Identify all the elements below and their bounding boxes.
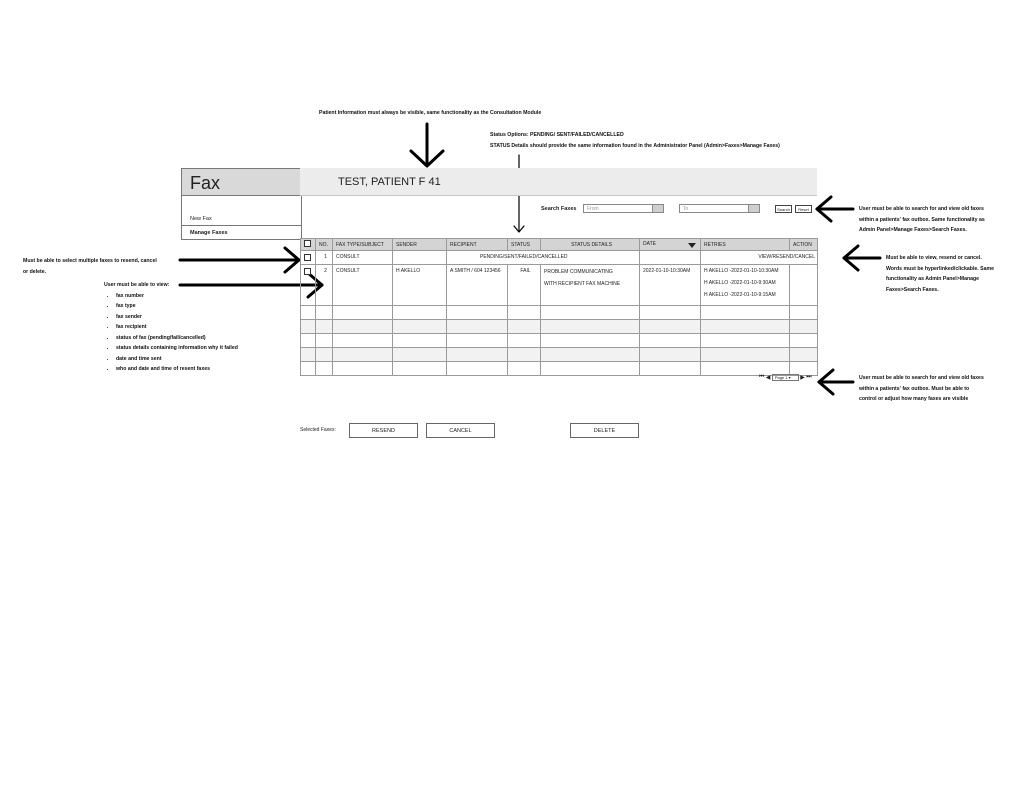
table-row (301, 251, 818, 265)
sidebar-item-new-fax[interactable]: New Fax (190, 216, 212, 222)
row-number: 2 (316, 265, 333, 306)
note-status-options: Status Options: PENDING/ SENT/FAILED/CANCELLED (490, 132, 624, 138)
row-status-details: PROBLEM COMMUNICATING WITH RECIPIENT FAX MACHINE (541, 265, 640, 306)
selected-faxes-label: Selected Faxes: (300, 427, 336, 433)
from-date-picker-button[interactable] (652, 204, 664, 213)
first-page-icon[interactable]: ⏮ (759, 374, 765, 380)
arrow-right-select-icon (180, 248, 299, 272)
column-header: SENDER (393, 239, 447, 251)
prev-page-icon[interactable]: ◀ (765, 375, 771, 381)
note-view-list: User must be able to view: • fax number • fax type • fax sender • fax recipient • status of fax (pending/fail/cancelled) • status details containing information why it failed • date and time sent • who and date and time of resent faxes (104, 280, 238, 375)
fax-sidebar (181, 168, 302, 240)
row-recipient: A SMITH / 604 123456 (447, 265, 508, 306)
table-row (301, 320, 818, 334)
arrow-left-pager-icon (819, 370, 853, 394)
row-checkbox[interactable] (301, 265, 316, 306)
fax-table (300, 238, 818, 376)
table-header-row (301, 239, 818, 251)
note-status-details: STATUS Details should provide the same information found in the Administrator Panel (Admin>Faxes>Manage Faxes) (490, 143, 780, 149)
arrow-down-patient-icon (411, 124, 443, 166)
row-type: CONSULT (333, 251, 393, 265)
to-date-picker-button[interactable] (748, 204, 760, 213)
table-row (301, 265, 818, 306)
column-header: RETRIES (701, 239, 790, 251)
row-number: 1 (316, 251, 333, 265)
sidebar-item-manage-faxes[interactable]: Manage Faxes (182, 225, 301, 236)
column-header: ACTION (790, 239, 818, 251)
row-status: FAIL (508, 265, 541, 306)
row-date: 2022-01-10-10:30AM (640, 265, 701, 306)
table-row (301, 348, 818, 362)
patient-header (300, 168, 817, 196)
sort-down-icon[interactable] (688, 243, 696, 248)
next-page-icon[interactable]: ▶ (800, 375, 805, 381)
column-header-date[interactable]: DATE (640, 239, 701, 251)
column-header: NO. (316, 239, 333, 251)
row-retries: H AKELLO -2022-01-10-10:30AM H AKELLO -2022-01-10-9:30AM H AKELLO -2022-01-10-9:15AM (701, 265, 790, 306)
select-all-checkbox[interactable] (301, 239, 316, 251)
search-faxes-label: Search Faxes (541, 206, 577, 212)
column-header: RECIPIENT (447, 239, 508, 251)
arrow-left-search-icon (817, 197, 853, 221)
sidebar-title: Fax (182, 169, 301, 196)
search-button[interactable]: Search (775, 205, 792, 213)
column-header: FAX TYPE/SUBJECT (333, 239, 393, 251)
row-type: CONSULT (333, 265, 393, 306)
table-row (301, 362, 818, 376)
column-header: STATUS (508, 239, 541, 251)
note-pager-right: User must be able to search for and view old faxes within a patients' fax outbox. Must be able to control or adjust how many faxes are visible (859, 375, 984, 402)
table-row (301, 334, 818, 348)
row-checkbox[interactable] (301, 251, 316, 265)
row-sender: H AKELLO (393, 265, 447, 306)
resend-button[interactable]: RESEND (349, 423, 418, 438)
arrow-left-action-icon (844, 246, 880, 270)
pager (759, 374, 812, 381)
row-action-links[interactable]: VIEW/RESEND/CANCEL (701, 251, 818, 265)
status-options-cell: PENDING/SENT/FAILED/CANCELLED (447, 251, 640, 265)
note-search-right: User must be able to search for and view old faxes within a patients' fax outbox. Same functionality as Admin Panel>Manage Faxes>Search Faxes. (859, 206, 985, 233)
table-row (301, 306, 818, 320)
delete-button[interactable]: DELETE (570, 423, 639, 438)
to-date-input[interactable]: To (679, 204, 749, 213)
note-action-right: Must be able to view, resend or cancel. Words must be hyperlinked/clickable. Same functionality as Admin Panel>Manage Faxes>Search Faxes. (886, 255, 995, 293)
note-select-left: Must be able to select multiple faxes to resend, cancel or delete. (23, 258, 157, 275)
reset-button[interactable]: Reset (795, 205, 812, 213)
from-date-input[interactable]: From (583, 204, 653, 213)
last-page-icon[interactable]: ⏭ (806, 374, 812, 380)
note-patient-info: Patient Information must always be visible, same functionality as the Consultation Module (319, 110, 542, 116)
patient-name: TEST, PATIENT F 41 (338, 176, 441, 188)
column-header: STATUS DETAILS (541, 239, 640, 251)
page-select[interactable]: Page 1 ▾ (772, 374, 799, 381)
cancel-button[interactable]: CANCEL (426, 423, 495, 438)
